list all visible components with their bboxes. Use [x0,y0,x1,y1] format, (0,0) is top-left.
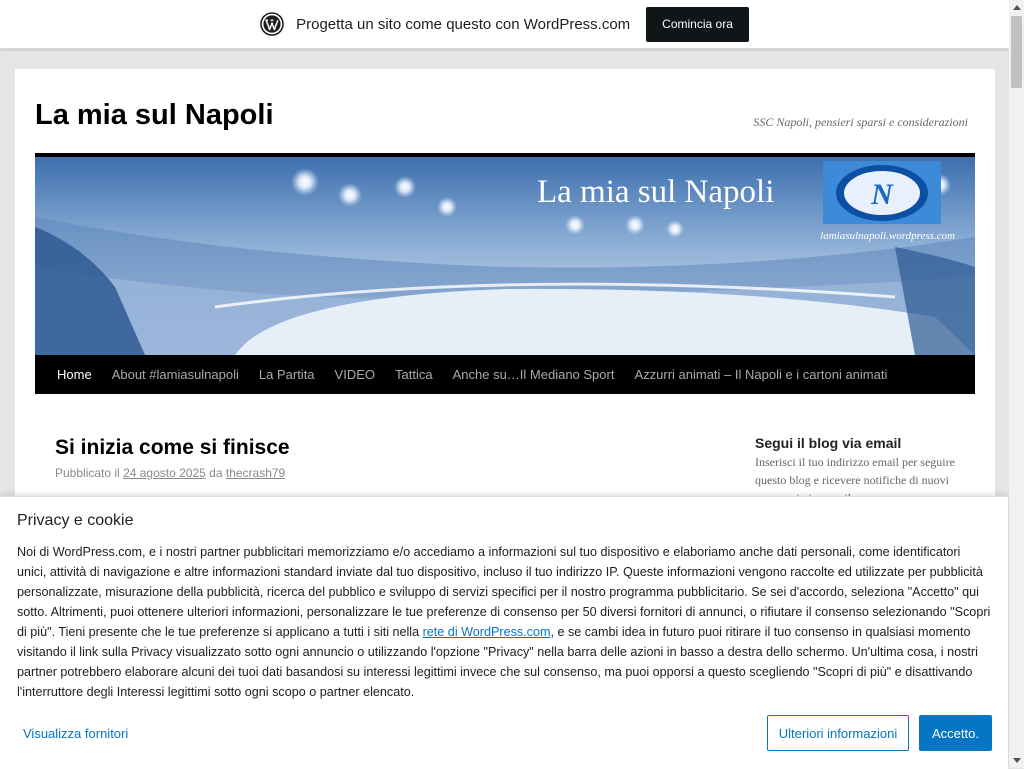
nav-item-home[interactable]: Home [57,367,92,382]
start-now-button[interactable]: Comincia ora [646,7,749,42]
post-date-link[interactable]: 24 agosto 2025 [123,466,206,480]
wordpress-network-link[interactable]: rete di WordPress.com [422,625,551,639]
post-meta-by: da [209,466,223,480]
promo-text: Progetta un sito come questo con WordPress.com [296,15,631,33]
nav-item-la-partita[interactable]: La Partita [258,367,315,382]
wordpress-promo-bar [0,0,1009,49]
nav-item-tattica[interactable]: Tattica [395,367,433,382]
nav-item-video[interactable]: VIDEO [334,367,376,382]
scroll-down-icon[interactable] [1009,753,1024,768]
follow-widget-text: Inserisci il tuo indirizzo email per seguire questo blog e ricevere notifiche di nuovi [755,455,955,487]
nav-item-il-mediano-sport[interactable]: Anche su…Il Mediano Sport [452,367,615,382]
nav-item-azzurri-animati[interactable]: Azzurri animati – Il Napoli e i cartoni animati [634,367,888,382]
post-meta [55,466,285,480]
site-title[interactable]: La mia sul Napoli [35,99,274,131]
cookie-text-part-1: Noi di WordPress.com, e i nostri partner pubblicitari memorizziamo e/o accediamo a informazioni sul tuo dispositivo e elaboriamo anche dati personali, come identificatori unici, attività di navigazione e altre informazioni standard inviate dal tuo dispositivo, incluso il tuo indirizzo IP. Queste informazioni vengono raccolte ed utilizzate per pubblicità personalizzate, misurazione della pubblicità, ricerca del pubblico e sviluppo di servizi specifici per il nostro programma pubblicitario. Se sei d'accordo, seleziona "Accetto" qui sotto. Altrimenti, puoi ottenere ulteriori informazioni, personalizzare le tue preferenze di consenso per 50 diversi fornitori di annunci, o rifiutare il consenso selezionando "Scopri di più". Tieni presente che le tue preferenze si applicano a tutti i siti nella [17,545,991,639]
cookie-banner-title: Privacy e cookie [17,512,134,529]
accept-button[interactable]: Accetto. [919,715,992,751]
post-title[interactable]: Si inizia come si finisce [55,436,290,459]
cookie-text-part-2: , e se cambi idea in futuro puoi ritirare il tuo consenso in qualsiasi momento visitando il link sulla Privacy visualizzato sotto ogni annuncio o utilizzando l'opzione "Privacy" nella barra delle azioni in basso a destra dello schermo. Un'ultima cosa, i nostri partner potrebbero elaborare alcuni dei tuoi dati basandosi su interessi legittimi invece che sul consenso, ma puoi opporsi a questo scegliendo "Scopri di più" e disattivando l'interruttore degli Interessi legittimi sotto ogni scopo o partner elencato. [17,625,978,699]
nav-item-about[interactable]: About #lamiasulnapoli [111,367,239,382]
cookie-consent-banner [0,496,1008,769]
post-meta-prefix: Pubblicato il [55,466,120,480]
badge-letter: N [871,178,893,211]
scrollbar-thumb[interactable] [1011,16,1022,88]
header-image[interactable] [35,153,975,355]
header-caption: La mia sul Napoli [537,174,775,210]
post-author-link[interactable]: thecrash79 [225,466,286,480]
page-scrollbar[interactable] [1009,0,1024,768]
view-vendors-link[interactable]: Visualizza fornitori [23,726,129,741]
more-info-button[interactable]: Ulteriori informazioni [767,715,909,751]
site-description: SSC Napoli, pensieri sparsi e considerazioni [753,115,968,129]
main-navigation [35,355,975,394]
wordpress-logo-icon[interactable] [260,12,284,36]
follow-widget-title: Segui il blog via email [755,435,902,451]
header-url-text: lamiasulnapoli.wordpress.com [820,230,955,242]
scroll-up-icon[interactable] [1009,0,1024,15]
cookie-banner-text [17,542,992,702]
